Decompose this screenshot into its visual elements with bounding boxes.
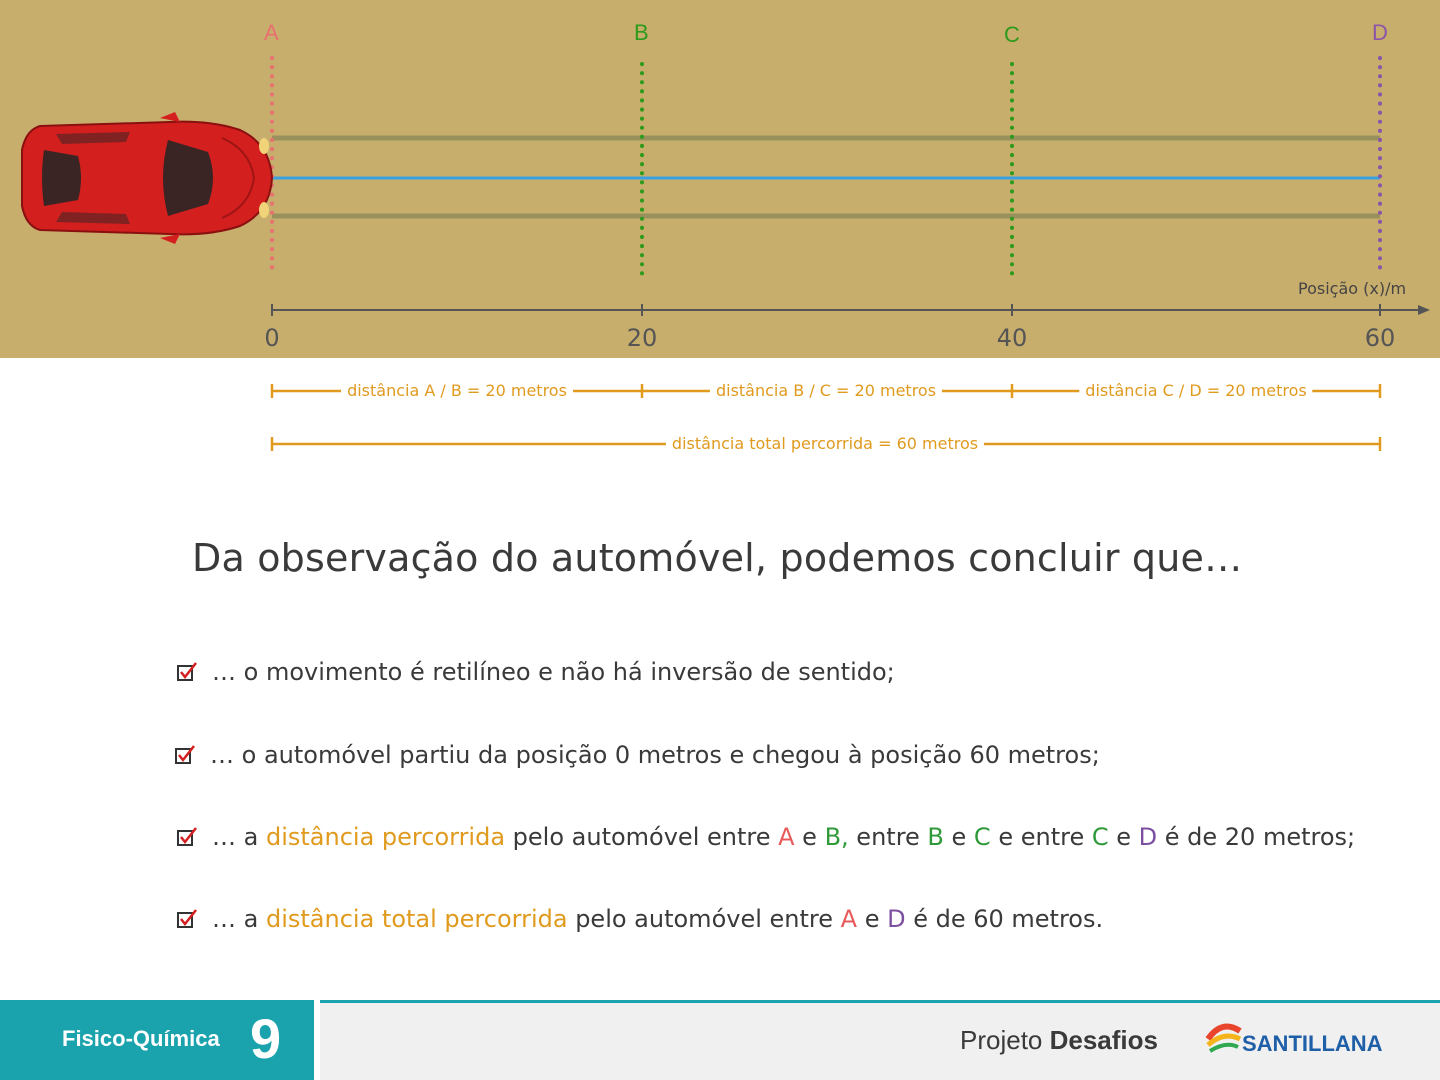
point-label-d: D xyxy=(887,905,906,933)
segment-label-bc: distância B / C = 20 metros xyxy=(710,381,942,400)
conclusion-text-4 xyxy=(212,905,1103,933)
footer-subject-panel xyxy=(0,1000,314,1080)
conclusion-item-1 xyxy=(176,655,895,689)
conclusion-text-2: … o automóvel partiu da posição 0 metros e chegou à posição 60 metros; xyxy=(210,741,1100,769)
road-svg xyxy=(0,0,1440,358)
text-part: é de 20 metros; xyxy=(1157,823,1356,851)
segment-label-ab: distância A / B = 20 metros xyxy=(341,381,573,400)
checkbox-checked-icon xyxy=(176,826,198,848)
marker-label-c: C xyxy=(1004,22,1020,47)
highlight-term: distância total percorrida xyxy=(265,905,568,933)
segment-label-total: distância total percorrida = 60 metros xyxy=(666,434,984,453)
point-label-c: C xyxy=(1091,823,1109,851)
conclusion-item-4 xyxy=(176,902,1103,936)
footer-bar xyxy=(0,998,1440,1080)
conclusion-item-2 xyxy=(174,738,1100,772)
axis-title: Posição (x)/m xyxy=(1298,279,1407,298)
text-part: … a xyxy=(212,823,266,851)
conclusion-text-1: … o movimento é retilíneo e não há inversão de sentido; xyxy=(212,658,895,686)
tick-label-40: 40 xyxy=(996,324,1028,352)
point-label-b: B xyxy=(927,823,944,851)
point-label-a: A xyxy=(778,823,795,851)
conclusion-item-3 xyxy=(176,820,1355,854)
footer-brand-panel xyxy=(320,1000,1440,1080)
text-part: e entre xyxy=(990,823,1092,851)
text-part: … a xyxy=(212,905,266,933)
checkbox-checked-icon xyxy=(176,908,198,930)
text-part: pelo automóvel entre xyxy=(505,823,779,851)
axis-arrow xyxy=(1418,305,1430,315)
project-logo xyxy=(960,1025,1158,1056)
point-label-a: A xyxy=(840,905,858,933)
tick-label-20: 20 xyxy=(626,324,658,352)
text-part: e xyxy=(1108,823,1139,851)
subject-title: Fisico-Química xyxy=(62,1026,220,1051)
point-label-d: D xyxy=(1138,823,1158,851)
marker-label-b: B xyxy=(634,20,649,45)
marker-label-d: D xyxy=(1372,20,1388,45)
point-label-b: B, xyxy=(824,823,849,851)
text-part: e xyxy=(943,823,974,851)
point-label-c: C xyxy=(973,823,991,851)
publisher-swirl-logo-icon xyxy=(1204,1017,1244,1057)
conclusion-text-3 xyxy=(212,823,1355,851)
checkbox-checked-icon xyxy=(174,744,196,766)
checkbox-checked-icon xyxy=(176,661,198,683)
road-diagram xyxy=(0,0,1440,358)
text-part: é de 60 metros. xyxy=(905,905,1104,933)
tick-label-60: 60 xyxy=(1364,324,1396,352)
grade-number: 9 xyxy=(250,1007,282,1070)
tick-label-0: 0 xyxy=(264,324,280,352)
highlight-term: distância percorrida xyxy=(265,823,506,851)
car-icon xyxy=(22,112,272,244)
text-part: pelo automóvel entre xyxy=(567,905,841,933)
text-part: entre xyxy=(848,823,928,851)
project-prefix: Projeto xyxy=(960,1025,1050,1055)
page-heading: Da observação do automóvel, podemos concluir que… xyxy=(192,536,1243,580)
project-name: Desafios xyxy=(1049,1025,1158,1055)
text-part: e xyxy=(857,905,888,933)
segment-label-cd: distância C / D = 20 metros xyxy=(1079,381,1312,400)
text-part: e xyxy=(794,823,825,851)
publisher-logo: SANTILLANA xyxy=(1242,1031,1383,1056)
marker-label-a: A xyxy=(264,20,279,45)
